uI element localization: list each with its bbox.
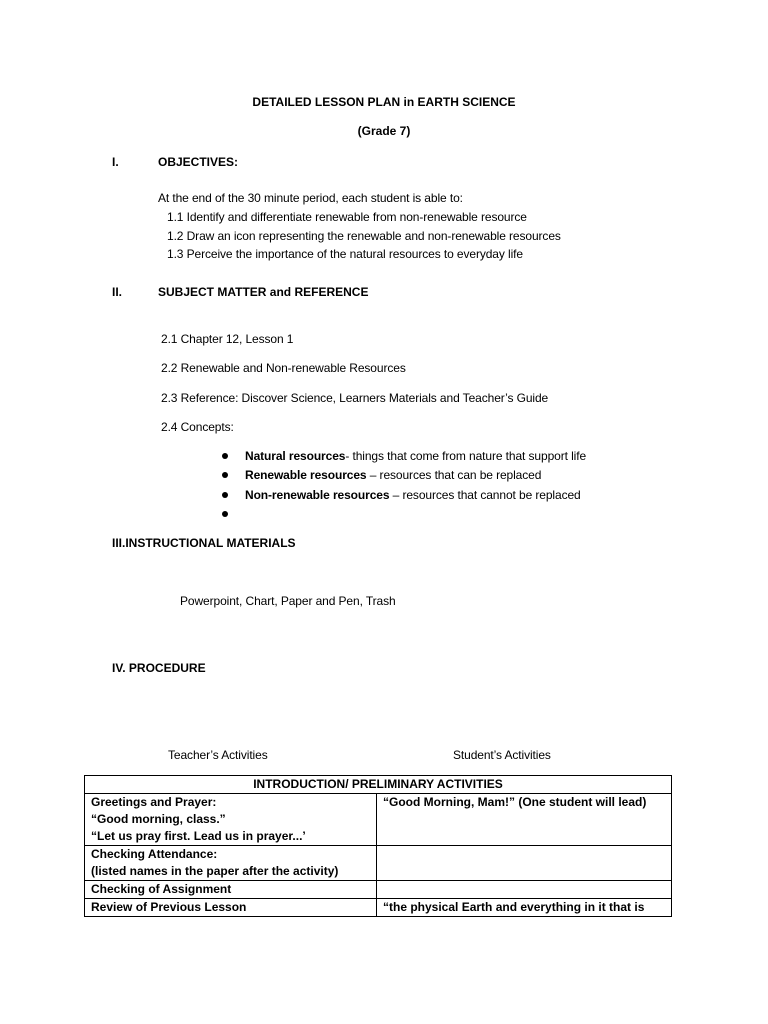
objective-item: 1.2 Draw an icon representing the renewable and non-renewable resources <box>167 229 561 243</box>
subject-item: 2.1 Chapter 12, Lesson 1 <box>161 332 294 346</box>
student-cell <box>377 794 672 846</box>
materials-heading: III.INSTRUCTIONAL MATERIALS <box>112 536 296 550</box>
subject-item: 2.3 Reference: Discover Science, Learners Materials and Teacher’s Guide <box>161 391 549 405</box>
bullet-icon <box>222 492 228 498</box>
concept-definition: – resources that cannot be replaced <box>389 488 581 502</box>
cell-line: Review of Previous Lesson <box>91 900 247 914</box>
cell-line: Checking Attendance: <box>91 847 218 861</box>
concept-item <box>245 449 586 464</box>
concept-definition: - things that come from nature that support life <box>345 449 587 463</box>
table-row <box>85 846 672 881</box>
teacher-cell <box>85 846 377 881</box>
subject-matter-heading: SUBJECT MATTER and REFERENCE <box>158 285 369 299</box>
student-activities-label: Student’s Activities <box>453 748 551 762</box>
grade-label: (Grade 7) <box>357 124 411 138</box>
objectives-heading: OBJECTIVES: <box>158 155 239 169</box>
objectives-numeral: I. <box>112 155 119 169</box>
objectives-intro: At the end of the 30 minute period, each student is able to: <box>158 191 463 205</box>
activities-table <box>84 775 672 917</box>
subject-item: 2.4 Concepts: <box>161 420 234 434</box>
cell-line: (listed names in the paper after the activity) <box>91 864 339 878</box>
student-cell <box>377 881 672 899</box>
table-row <box>85 899 672 917</box>
cell-line: Greetings and Prayer: <box>91 795 217 809</box>
cell-line: “Good Morning, Mam!” (One student will lead) <box>383 795 647 809</box>
student-cell <box>377 899 672 917</box>
objective-item: 1.1 Identify and differentiate renewable from non-renewable resource <box>167 210 527 224</box>
table-header: INTRODUCTION/ PRELIMINARY ACTIVITIES <box>85 776 672 794</box>
subject-item: 2.2 Renewable and Non-renewable Resources <box>161 361 406 375</box>
cell-line: “Good morning, class.” <box>91 812 226 826</box>
cell-line: “the physical Earth and everything in it that is <box>383 900 645 914</box>
bullet-icon <box>222 472 228 478</box>
objective-item: 1.3 Perceive the importance of the natural resources to everyday life <box>167 247 523 261</box>
concept-term: Non-renewable resources <box>245 488 390 502</box>
materials-text: Powerpoint, Chart, Paper and Pen, Trash <box>180 594 396 608</box>
teacher-cell <box>85 881 377 899</box>
student-cell <box>377 846 672 881</box>
subject-matter-numeral: II. <box>112 285 123 299</box>
teacher-cell <box>85 899 377 917</box>
table-row <box>85 794 672 846</box>
procedure-heading: IV. PROCEDURE <box>112 661 206 675</box>
teacher-cell <box>85 794 377 846</box>
concept-term: Natural resources <box>245 449 346 463</box>
concept-item <box>245 468 541 483</box>
bullet-icon <box>222 511 228 517</box>
document-title: DETAILED LESSON PLAN in EARTH SCIENCE <box>252 95 516 109</box>
cell-line: Checking of Assignment <box>91 882 232 896</box>
cell-line: “Let us pray first. Lead us in prayer...’ <box>91 829 306 843</box>
table-row <box>85 881 672 899</box>
concept-term: Renewable resources <box>245 468 367 482</box>
table-header-row <box>85 776 672 794</box>
concept-definition: – resources that can be replaced <box>366 468 542 482</box>
bullet-icon <box>222 453 228 459</box>
concept-item <box>245 488 581 503</box>
teacher-activities-label: Teacher’s Activities <box>168 748 268 762</box>
